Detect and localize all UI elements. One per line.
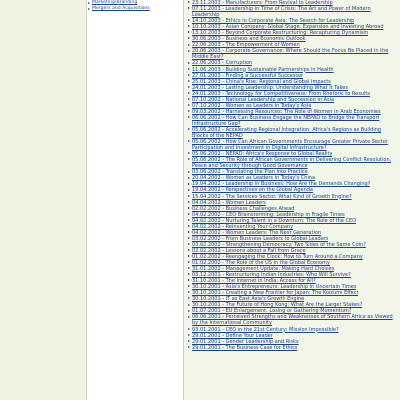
article-title: 19.04.2002 - Perspectives on the Global Agenda [192, 187, 313, 194]
article-title: 05.06.2002 - Accelerating Regional Integration: Africa's Regions as Building Blocks of the NEPAD [192, 126, 382, 140]
article-title: 01.02.2002 - Reengaging the Clock: How to Turn Around a Company [192, 253, 363, 260]
article-title: 22.06.2003 - The Empowerment of Women [192, 42, 300, 49]
article-title: 03.12.2001 - Restructuring Indian Industries: Who Will Survive? [192, 272, 351, 279]
article-link[interactable] [188, 48, 395, 60]
bullet-arrow-icon [188, 158, 190, 160]
article-title: 02.02.2002 - Lessons about a Fall from Grace [192, 247, 306, 254]
bullet-arrow-icon [188, 183, 190, 185]
bullet-arrow-icon [188, 7, 190, 9]
bullet-arrow-icon [188, 231, 190, 233]
article-title: 03.02.2002 - Strengthening Democracy: Two Sides of the Same Coin? [192, 241, 366, 248]
article-title: 04.02.2002 - Nurturing Talent in a Downturn: The Role of the CEO [192, 217, 357, 224]
article-link[interactable] [188, 127, 395, 139]
article-link[interactable] [188, 115, 395, 127]
bullet-arrow-icon [188, 104, 190, 106]
bullet-arrow-icon [188, 340, 190, 342]
article-list [188, 0, 395, 400]
article-title: 05.06.2002 - NEPAD: Africa's Response to Global Reality [192, 151, 333, 158]
bullet-arrow-icon [188, 249, 190, 251]
article-link[interactable] [188, 345, 395, 351]
bullet-arrow-icon [188, 140, 190, 142]
bullet-arrow-icon [188, 44, 190, 46]
article-title: 14.10.2003 - Ethics in Corporate Asia: The Search for Leadership [192, 18, 355, 25]
article-title: 05.06.2002 - The Role of African Governments in Delivering Conflict Resolution, Peace and Security through Good Governance [192, 157, 392, 170]
bullet-arrow-icon [188, 316, 190, 318]
bullet-arrow-icon [188, 267, 190, 269]
bullet-arrow-icon [188, 80, 190, 82]
bullet-arrow-icon [188, 297, 190, 299]
bullet-arrow-icon [188, 171, 190, 173]
article-title: 20.04.2002 - Women as Leaders in Today's China [192, 175, 316, 182]
article-title: 07.10.2002 - Women as Leaders in Today's Asia [192, 102, 312, 109]
article-title: 13.10.2003 - Beyond Corporate Restructuring: Recapturing Dynamism [192, 30, 369, 37]
article-title: 22.06.2003 - Corruption [192, 60, 253, 67]
bullet-arrow-icon [88, 2, 90, 4]
bullet-arrow-icon [188, 291, 190, 293]
article-link[interactable] [188, 139, 395, 151]
article-title: 10.10.2003 - Asian Company: Global Stage: Expansion and Investing Abroad [192, 24, 384, 31]
bullet-arrow-icon [188, 189, 190, 191]
bullet-arrow-icon [188, 279, 190, 281]
bullet-arrow-icon [188, 285, 190, 287]
article-title: 03.01.2001 - CEO in the 21st Century: Mission Impossible? [192, 326, 339, 333]
article-title: 07.11.2003 - Leadership in Time of Crisis: The Art and Power of Modern Leadership [192, 6, 371, 19]
article-title: 24.01.2003 - Technology for Competitiveness: From Rhetoric to Results [192, 90, 370, 97]
bullet-arrow-icon [188, 98, 190, 100]
bullet-arrow-icon [188, 177, 190, 179]
bullet-arrow-icon [188, 62, 190, 64]
article-title: 07.10.2002 - National Leadership and Succession in Asia [192, 96, 335, 103]
article-title: 15.04.2002 - The Services Sector: What Kind of Growth Engine? [192, 193, 352, 200]
bullet-arrow-icon [188, 1, 190, 3]
bullet-arrow-icon [188, 207, 190, 209]
bullet-arrow-icon [188, 219, 190, 221]
article-title: 02.02.2002 - Business Challenges Ahead [192, 205, 295, 212]
article-title: 29.01.2001 - Gender Leadership and Risks [192, 338, 299, 345]
article-title: 03.02.2002 - From Business Leaders to Global Leaders [192, 235, 329, 242]
bullet-arrow-icon [188, 31, 190, 33]
bullet-arrow-icon [188, 334, 190, 336]
article-title: 06.06.2002 - How Can Business Engage the NEPAD to Bridge the Transport Infrastructure Gap? [192, 114, 380, 127]
article-title: 23.11.2003 - Manufacturers: From Revival to Leadership [192, 0, 333, 6]
article-link[interactable] [188, 314, 395, 326]
article-title: 30.10.2001 - Asia's Entrepreneurs: Leadership in Uncertain Times [192, 284, 357, 291]
bullet-arrow-icon [188, 304, 190, 306]
article-title: 05.06.2002 - How Can African Governments Encourage Greater Private Sector Participation and Investment in Digital Infrastructure? [192, 139, 388, 152]
article-link[interactable] [188, 157, 395, 169]
bullet-arrow-icon [188, 225, 190, 227]
article-title: 24.01.2003 - Lasting Leadership: Understanding What It Takes [192, 84, 348, 91]
article-title: 29.01.2001 - Define Your Leader [192, 332, 273, 339]
article-title: 30.10.2001 - IT as East Asia's Growth Engine [192, 296, 305, 303]
article-title: 01.02.2002 - The Role of the US in the Global Economy [192, 260, 330, 267]
bullet-arrow-icon [188, 74, 190, 76]
bullet-arrow-icon [188, 92, 190, 94]
article-title: 30.06.2003 - Business and Economic Outlook [192, 36, 306, 43]
bullet-arrow-icon [188, 195, 190, 197]
article-title: 04.02.2002 - Women Leaders: The Next Generation [192, 229, 322, 236]
bullet-arrow-icon [188, 237, 190, 239]
article-title: 04.02.2002 - Reinventing Your Company [192, 223, 294, 230]
bullet-arrow-icon [188, 37, 190, 39]
bullet-arrow-icon [88, 8, 90, 10]
article-title: 31.01.2002 - Management Update: Making Hard Choices [192, 266, 335, 273]
bullet-arrow-icon [188, 328, 190, 330]
article-title: 11.06.2003 - Building Sustainable Partnerships in Health [192, 66, 334, 73]
category-link-list [88, 0, 182, 12]
bullet-arrow-icon [188, 25, 190, 27]
category-link[interactable] [88, 6, 182, 12]
bullet-arrow-icon [188, 50, 190, 52]
article-title: 27.01.2003 - Finding a Successful Successor [192, 72, 304, 79]
article-title: 31.10.2001 - The Internet in India: Access for All? [192, 278, 316, 285]
bullet-arrow-icon [188, 201, 190, 203]
bullet-arrow-icon [188, 116, 190, 118]
article-title: 04.02.2002 - CEO Brainstorming: Leadership in Fragile Times [192, 211, 345, 218]
article-title: 06.06.2001 - Perceived Strengths and Weaknesses of Southern Africa as Viewed by the International Community [192, 314, 393, 327]
article-title: 01.07.2001 - EU Enlargement: Losing or Gathering Momentum? [192, 308, 352, 315]
bullet-arrow-icon [188, 346, 190, 348]
article-link[interactable] [188, 6, 395, 18]
bullet-arrow-icon [188, 310, 190, 312]
article-title: 30.10.2001 - The Future of Hong Kong: What Are the Larger Stakes? [192, 302, 363, 309]
category-link-label: Mergers and Acquisitions [92, 6, 150, 11]
bullet-arrow-icon [188, 243, 190, 245]
bullet-arrow-icon [188, 19, 190, 21]
bullet-arrow-icon [188, 273, 190, 275]
article-title: 04.04.2002 - Women Leaders [192, 199, 266, 206]
article-title: 25.01.2003 - China's Rise: Regional and Global Impacts [192, 78, 331, 85]
bullet-arrow-icon [188, 68, 190, 70]
category-link-label: Marketing/Branding [92, 0, 138, 5]
bullet-arrow-icon [188, 110, 190, 112]
category-column [87, 0, 182, 400]
left-sidebar [0, 0, 87, 400]
bullet-arrow-icon [188, 86, 190, 88]
article-title: 30.10.2001 - Creating a New Frontier for Japan: The Koizumi Effect [192, 290, 359, 297]
bullet-arrow-icon [188, 213, 190, 215]
bullet-arrow-icon [188, 255, 190, 257]
article-title: 19.04.2002 - Leadership in Business: How Are the Demands Changing? [192, 181, 371, 188]
article-title: 09.03.2002 - Harnessing Resources: The Role of Women in Arab Economies [192, 108, 381, 115]
article-title: 03.06.2002 - Translating the Plan into Practice [192, 169, 308, 176]
bullet-arrow-icon [188, 152, 190, 154]
bullet-arrow-icon [188, 261, 190, 263]
article-title: 20.06.2003 - Corporate Governance: Where Should the Focus Be Placed in the Middle East? [192, 48, 389, 61]
article-title: 29.01.2001 - The Business Case for Ethics [192, 344, 298, 351]
bullet-arrow-icon [188, 128, 190, 130]
